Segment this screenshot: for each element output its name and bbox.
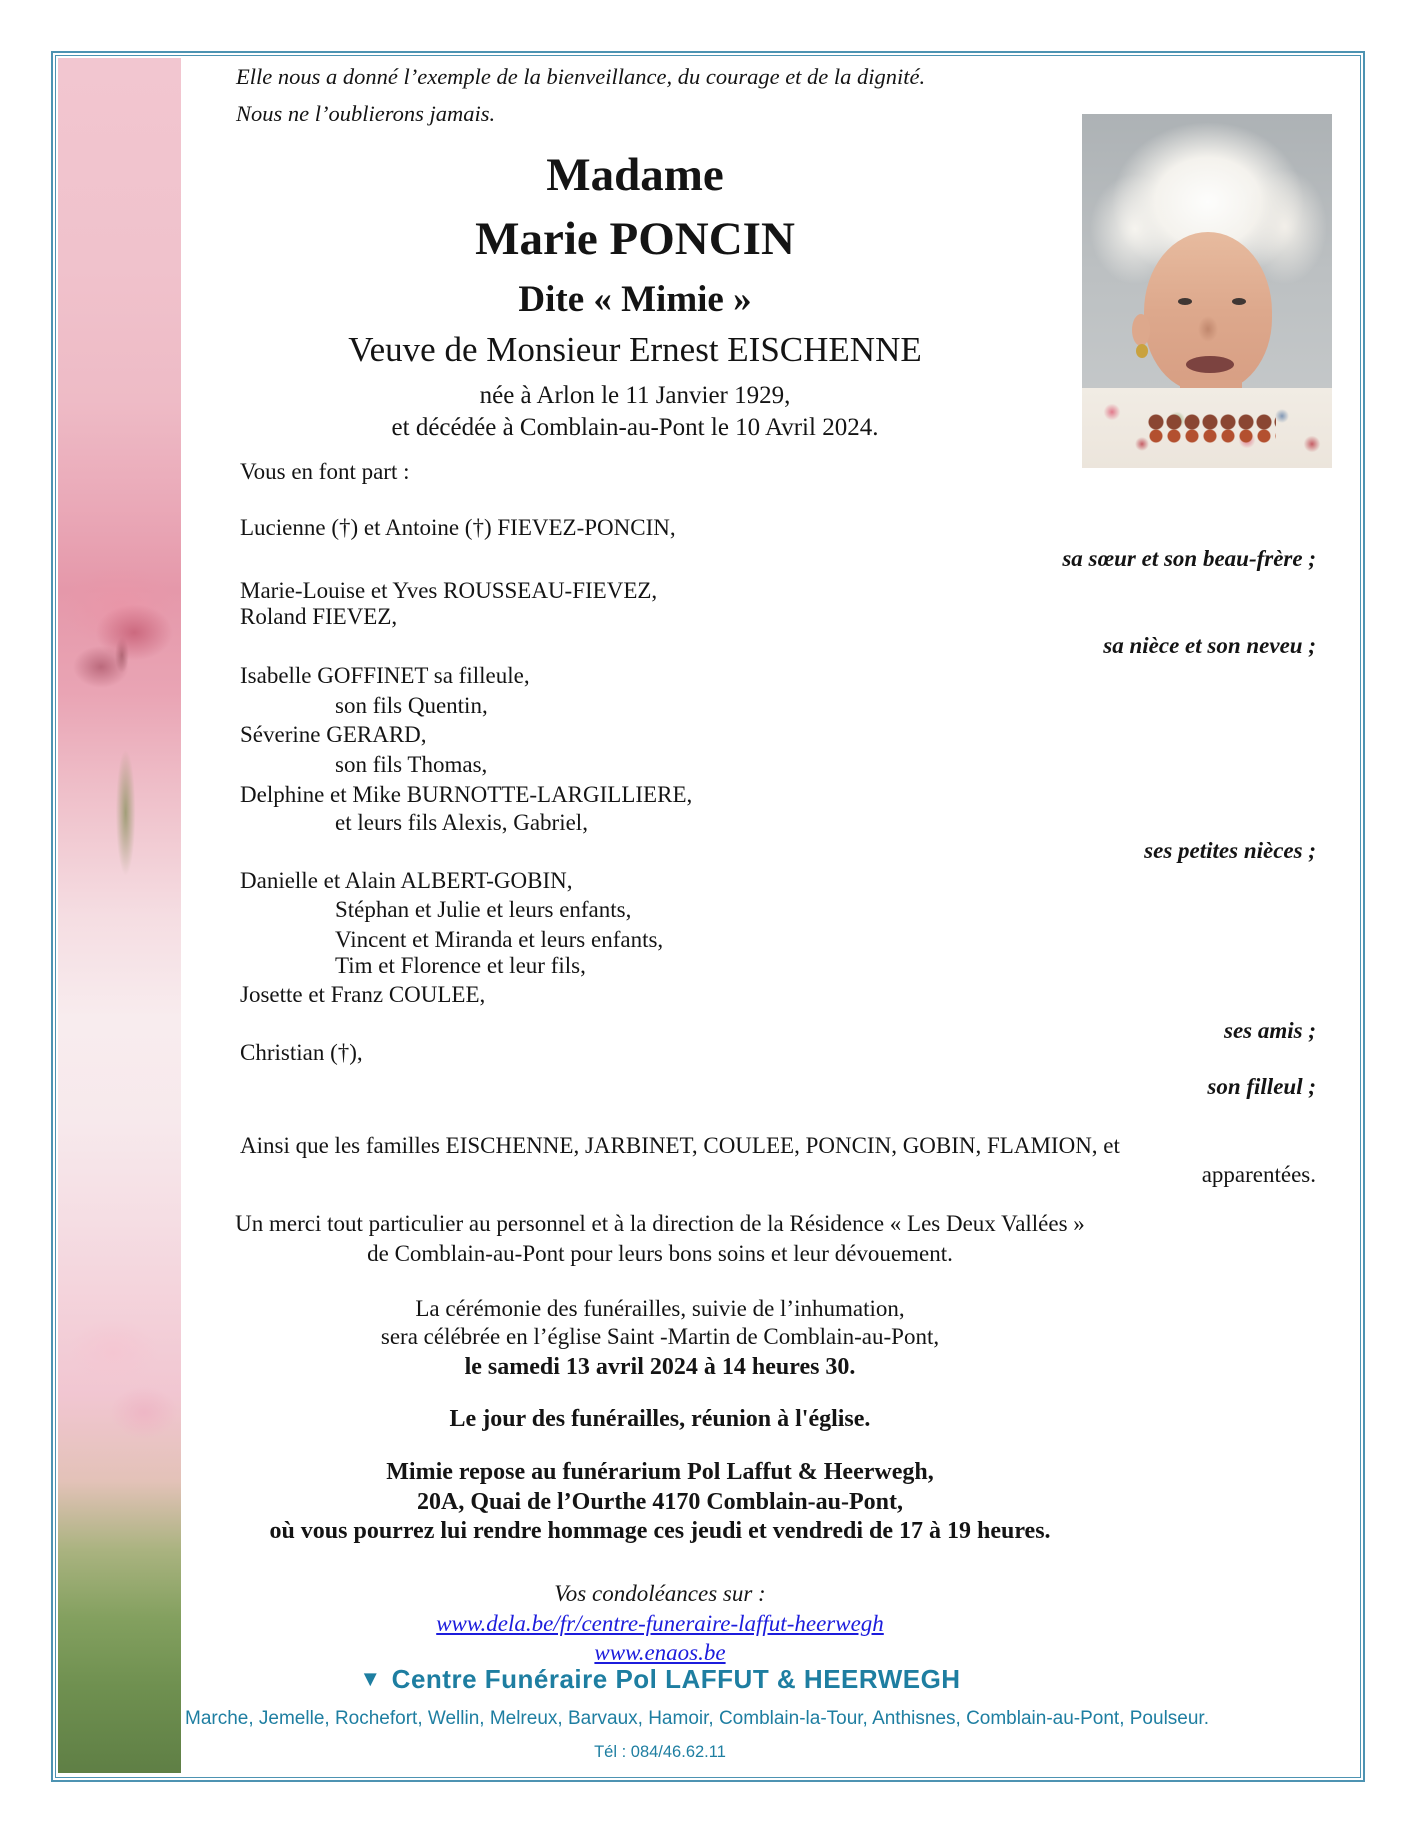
portrait-nose: [1198, 316, 1218, 342]
condolences-label: Vos condoléances sur :: [554, 1581, 766, 1606]
family-line: Tim et Florence et leur fils,: [335, 953, 586, 978]
condolences-link2-line: [185, 1640, 1135, 1666]
epitaph: [236, 58, 925, 132]
triangle-logo-icon: ▼: [359, 1666, 382, 1691]
relation-label: sa sœur et son beau-frère ;: [1062, 546, 1316, 571]
portrait-earring: [1136, 344, 1148, 358]
condolences-link2[interactable]: www.enaos.be: [594, 1640, 726, 1665]
thanks-line1: Un merci tout particulier au personnel et à la direction de la Résidence « Les Deux Vallées »: [235, 1211, 1085, 1236]
funeral-home-name: Centre Funéraire Pol LAFFUT & HEERWEGH: [391, 1664, 961, 1694]
repose-line1: Mimie repose au funérarium Pol Laffut & Heerwegh,: [386, 1459, 934, 1485]
flower-photo: [58, 58, 181, 1773]
family-line: Stéphan et Julie et leurs enfants,: [335, 897, 632, 922]
funeral-home-logo: [185, 1664, 1135, 1695]
title-nickname: Dite « Mimie »: [518, 279, 752, 320]
families-line2: apparentées.: [1201, 1162, 1316, 1187]
family-line: Isabelle GOFFINET sa filleule,: [240, 663, 530, 688]
portrait-mouth: [1186, 356, 1234, 373]
portrait-ear: [1132, 314, 1150, 346]
epitaph-line2: Nous ne l’oublierons jamais.: [236, 101, 496, 126]
condolences-link1[interactable]: www.dela.be/fr/centre-funeraire-laffut-heerwegh: [436, 1611, 884, 1636]
relation-label: son filleul ;: [1207, 1074, 1316, 1099]
ceremony-line1: La cérémonie des funérailles, suivie de l’inhumation,: [415, 1296, 905, 1321]
title-name: Marie PONCIN: [475, 213, 795, 265]
portrait-photo: [1082, 114, 1332, 468]
family-line: son fils Quentin,: [335, 693, 488, 718]
portrait-eye-left: [1178, 298, 1192, 305]
repose-line2: 20A, Quai de l’Ourthe 4170 Comblain-au-Pont,: [416, 1489, 904, 1515]
family-line: Christian (†),: [240, 1040, 363, 1065]
repose-line3: où vous pourrez lui rendre hommage ces jeudi et vendredi de 17 à 19 heures.: [269, 1518, 1051, 1544]
families-line1: Ainsi que les familles EISCHENNE, JARBINET, COULEE, PONCIN, GOBIN, FLAMION, et: [240, 1133, 1120, 1158]
family-line: Séverine GERARD,: [240, 722, 427, 747]
thanks-line2: de Comblain-au-Pont pour leurs bons soins et leur dévouement.: [367, 1241, 953, 1266]
family-line: Vincent et Miranda et leurs enfants,: [335, 927, 664, 952]
portrait-necklace: [1148, 414, 1276, 444]
relation-label: sa nièce et son neveu ;: [1103, 633, 1316, 658]
family-line: Lucienne (†) et Antoine (†) FIEVEZ-PONCIN,: [240, 515, 676, 540]
family-line: Josette et Franz COULEE,: [240, 982, 486, 1007]
relation-label: ses amis ;: [1224, 1018, 1316, 1043]
relation-label: ses petites nièces ;: [1144, 838, 1316, 863]
portrait-eye-right: [1232, 298, 1246, 305]
title-madame: Madame: [546, 149, 724, 201]
death-line: et décédée à Comblain-au-Pont le 10 Avril 2024.: [391, 414, 879, 441]
family-line: Roland FIEVEZ,: [240, 604, 398, 629]
family-line: Delphine et Mike BURNOTTE-LARGILLIERE,: [240, 782, 693, 807]
reunion-line: Le jour des funérailles, réunion à l'église.: [449, 1406, 871, 1432]
family-line: Marie-Louise et Yves ROUSSEAU-FIEVEZ,: [240, 578, 658, 603]
announcement-intro: Vous en font part :: [240, 459, 410, 484]
funeral-home-cities: Marche, Jemelle, Rochefort, Wellin, Melreux, Barvaux, Hamoir, Comblain-la-Tour, Anthisnes, Comblain-au-Pont, Poulseur.: [185, 1708, 1209, 1729]
family-line: son fils Thomas,: [335, 752, 488, 777]
epitaph-line1: Elle nous a donné l’exemple de la bienveillance, du courage et de la dignité.: [236, 64, 926, 89]
condolences-link1-line: [185, 1611, 1135, 1637]
family-line: et leurs fils Alexis, Gabriel,: [335, 810, 588, 835]
birth-line: née à Arlon le 11 Janvier 1929,: [479, 382, 791, 409]
ceremony-date: le samedi 13 avril 2024 à 14 heures 30.: [464, 1354, 856, 1380]
ceremony-line2: sera célébrée en l’église Saint -Martin de Comblain-au-Pont,: [380, 1324, 940, 1349]
family-line: Danielle et Alain ALBERT-GOBIN,: [240, 868, 573, 893]
title-widow: Veuve de Monsieur Ernest EISCHENNE: [348, 330, 922, 369]
funeral-home-phone: Tél : 084/46.62.11: [594, 1743, 726, 1761]
